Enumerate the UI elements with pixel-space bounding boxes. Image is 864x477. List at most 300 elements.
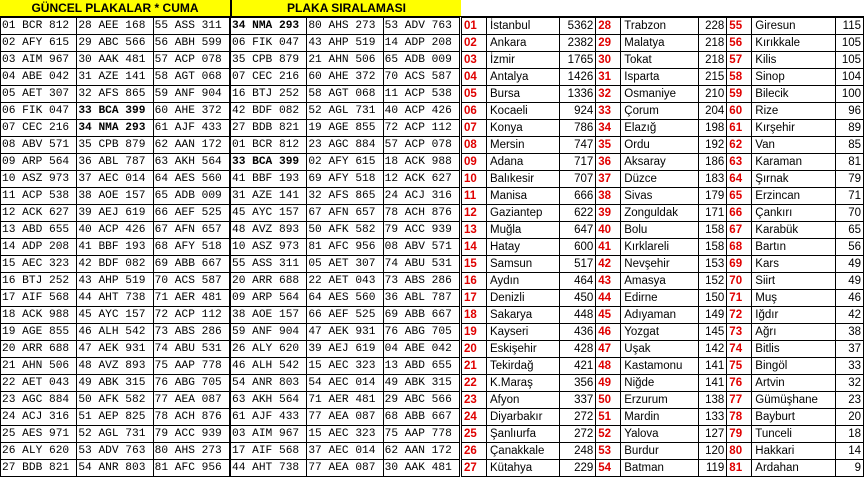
city-name: Kırıkkale: [752, 35, 836, 52]
city-name: Ağrı: [752, 324, 836, 341]
plate-code: 77: [727, 392, 752, 409]
plate-cell: 77 AEA 087: [307, 409, 383, 426]
plate-count: 49: [836, 273, 864, 290]
plate-cell: 76 ABG 705: [383, 324, 459, 341]
rank-row: [462, 137, 864, 154]
plate-code: 65: [727, 188, 752, 205]
plate-cell: 22 AET 043: [1, 375, 77, 392]
plates-table: [0, 17, 460, 477]
plate-count: 70: [836, 205, 864, 222]
plate-count: 71: [836, 188, 864, 205]
plate-code: 62: [727, 137, 752, 154]
plate-cell: 54 ANR 803: [77, 460, 153, 477]
plate-code: 08: [462, 137, 487, 154]
plate-code: 42: [596, 256, 621, 273]
plate-count: 14: [836, 443, 864, 460]
plate-code: 29: [596, 35, 621, 52]
city-name: Hakkari: [752, 443, 836, 460]
plate-code: 67: [727, 222, 752, 239]
plate-code: 76: [727, 375, 752, 392]
plate-cell: 05 AET 307: [307, 256, 383, 273]
city-name: Kırşehir: [752, 120, 836, 137]
plate-cell: 35 CPB 879: [230, 52, 307, 69]
rank-row: [462, 171, 864, 188]
plate-cell: 15 AEC 323: [1, 256, 77, 273]
plate-cell: 69 ABB 667: [153, 256, 230, 273]
plate-count: 38: [836, 324, 864, 341]
rank-row: [462, 239, 864, 256]
rank-row: [462, 222, 864, 239]
plate-cell: 06 FIK 047: [230, 35, 307, 52]
plate-cell: 63 AKH 564: [153, 154, 230, 171]
plate-count: 179: [699, 188, 727, 205]
plate-count: 65: [836, 222, 864, 239]
city-name: Elazığ: [621, 120, 699, 137]
plate-code: 34: [596, 120, 621, 137]
plate-cell: 37 AEC 014: [307, 443, 383, 460]
plate-code: 64: [727, 171, 752, 188]
city-name: Hatay: [487, 239, 560, 256]
plate-cell: 38 AOE 157: [77, 188, 153, 205]
plate-cell: 52 AGL 731: [77, 426, 153, 443]
city-name: Kütahya: [487, 460, 560, 477]
plate-code: 47: [596, 341, 621, 358]
plate-cell: 79 ACC 939: [153, 426, 230, 443]
plate-code: 50: [596, 392, 621, 409]
plate-code: 80: [727, 443, 752, 460]
plate-cell: 05 AET 307: [1, 86, 77, 103]
plate-code: 03: [462, 52, 487, 69]
plate-count: 115: [836, 18, 864, 35]
city-name: Eskişehir: [487, 341, 560, 358]
rank-row: [462, 426, 864, 443]
plate-cell: 20 ARR 688: [230, 273, 307, 290]
plate-count: 89: [836, 120, 864, 137]
plate-cell: 52 AGL 731: [307, 103, 383, 120]
plate-code: 55: [727, 18, 752, 35]
plate-cell: 35 CPB 879: [77, 137, 153, 154]
city-name: Muğla: [487, 222, 560, 239]
plate-cell: 63 AKH 564: [230, 392, 307, 409]
plate-row: [1, 35, 460, 52]
city-name: Kocaeli: [487, 103, 560, 120]
plate-count: 186: [699, 154, 727, 171]
city-name: Sinop: [752, 69, 836, 86]
city-name: Kayseri: [487, 324, 560, 341]
rank-row: [462, 69, 864, 86]
plate-cell: 46 ALH 542: [77, 324, 153, 341]
plate-cell: 31 AZE 141: [77, 69, 153, 86]
plate-cell: 47 AEK 931: [77, 341, 153, 358]
plate-count: 1336: [560, 86, 596, 103]
plate-count: 105: [836, 35, 864, 52]
plate-count: 198: [699, 120, 727, 137]
city-name: Manisa: [487, 188, 560, 205]
plate-code: 05: [462, 86, 487, 103]
plate-row: [1, 273, 460, 290]
plate-cell: 70 ACS 587: [383, 69, 459, 86]
plate-cell: 80 AHS 273: [307, 18, 383, 35]
plate-count: 356: [560, 375, 596, 392]
city-name: Kastamonu: [621, 358, 699, 375]
plate-count: 49: [836, 256, 864, 273]
plate-cell: 23 AGC 884: [307, 137, 383, 154]
plate-cell: 42 BDF 082: [230, 103, 307, 120]
plate-cell: 28 AEE 168: [77, 18, 153, 35]
plate-code: 30: [596, 52, 621, 69]
plate-cell: 51 AEP 825: [77, 409, 153, 426]
plate-count: 96: [836, 103, 864, 120]
plate-cell: 79 ACC 939: [383, 222, 459, 239]
plate-code: 48: [596, 358, 621, 375]
plate-code: 53: [596, 443, 621, 460]
plate-count: 149: [699, 307, 727, 324]
plate-count: 450: [560, 290, 596, 307]
city-name: Bitlis: [752, 341, 836, 358]
plate-cell: 12 ACK 627: [1, 205, 77, 222]
plate-row: [1, 103, 460, 120]
plate-cell: 16 BTJ 252: [1, 273, 77, 290]
plate-code: 17: [462, 290, 487, 307]
plate-cell: 65 ADB 009: [153, 188, 230, 205]
plate-cell: 07 CEC 216: [230, 69, 307, 86]
rank-row: [462, 103, 864, 120]
plate-cell: 14 ADP 208: [1, 239, 77, 256]
plate-cell: 36 ABL 787: [383, 290, 459, 307]
plate-count: 464: [560, 273, 596, 290]
plate-count: 2382: [560, 35, 596, 52]
plate-code: 51: [596, 409, 621, 426]
plate-cell: 73 ABS 286: [153, 324, 230, 341]
plate-code: 12: [462, 205, 487, 222]
city-name: Aydın: [487, 273, 560, 290]
city-name: Bilecik: [752, 86, 836, 103]
plate-row: [1, 358, 460, 375]
plate-cell: 57 ACP 078: [383, 137, 459, 154]
plate-cell: 76 ABG 705: [153, 375, 230, 392]
plate-cell: 36 ABL 787: [77, 154, 153, 171]
plate-cell: 59 ANF 904: [230, 324, 307, 341]
plate-code: 10: [462, 171, 487, 188]
plate-count: 1426: [560, 69, 596, 86]
plate-cell: 61 AJF 433: [153, 120, 230, 137]
plate-count: 133: [699, 409, 727, 426]
plate-row: [1, 18, 460, 35]
plate-cell: 47 AEK 931: [307, 324, 383, 341]
plate-cell: 09 ARP 564: [230, 290, 307, 307]
city-name: Gümüşhane: [752, 392, 836, 409]
plate-cell: 46 ALH 542: [230, 358, 307, 375]
plate-row: [1, 426, 460, 443]
plate-cell: 78 ACH 876: [153, 409, 230, 426]
plate-cell: 15 AEC 323: [307, 426, 383, 443]
plate-code: 18: [462, 307, 487, 324]
plate-count: 150: [699, 290, 727, 307]
plate-code: 73: [727, 324, 752, 341]
plate-code: 52: [596, 426, 621, 443]
plate-code: 40: [596, 222, 621, 239]
city-name: Sivas: [621, 188, 699, 205]
plate-cell: 01 BCR 812: [1, 18, 77, 35]
plate-cell: 48 AVZ 893: [230, 222, 307, 239]
city-name: Tunceli: [752, 426, 836, 443]
plate-code: 66: [727, 205, 752, 222]
plate-count: 127: [699, 426, 727, 443]
plate-count: 141: [699, 375, 727, 392]
city-name: Burdur: [621, 443, 699, 460]
city-name: Edirne: [621, 290, 699, 307]
plate-cell: 62 AAN 172: [153, 137, 230, 154]
plate-count: 18: [836, 426, 864, 443]
plate-count: 272: [560, 426, 596, 443]
plate-row: [1, 205, 460, 222]
plate-cell: 43 AHP 519: [307, 35, 383, 52]
rank-row: [462, 290, 864, 307]
plate-row: [1, 290, 460, 307]
plate-cell: 21 AHN 506: [307, 52, 383, 69]
plate-code: 44: [596, 290, 621, 307]
plate-cell: 39 AEJ 619: [307, 341, 383, 358]
plate-cell: 77 AEA 087: [307, 460, 383, 477]
plate-code: 54: [596, 460, 621, 477]
plate-cell: 43 AHP 519: [77, 273, 153, 290]
plate-code: 15: [462, 256, 487, 273]
plate-cell: 61 AJF 433: [230, 409, 307, 426]
rank-row: [462, 443, 864, 460]
plate-code: 25: [462, 426, 487, 443]
plate-code: 70: [727, 273, 752, 290]
header-plate-ranking: PLAKA SIRALAMASI: [230, 0, 461, 17]
plate-cell: 53 ADV 763: [77, 443, 153, 460]
plate-cell: 04 ABE 042: [1, 69, 77, 86]
plate-code: 01: [462, 18, 487, 35]
plate-code: 21: [462, 358, 487, 375]
city-name: Ankara: [487, 35, 560, 52]
plate-cell: 16 BTJ 252: [230, 86, 307, 103]
city-name: Çankırı: [752, 205, 836, 222]
plate-count: 647: [560, 222, 596, 239]
city-name: Kilis: [752, 52, 836, 69]
rank-row: [462, 273, 864, 290]
plate-code: 37: [596, 171, 621, 188]
plate-code: 78: [727, 409, 752, 426]
rank-row: [462, 375, 864, 392]
plate-cell: 06 FIK 047: [1, 103, 77, 120]
plate-row: [1, 460, 460, 477]
city-name: Uşak: [621, 341, 699, 358]
plate-count: 215: [699, 69, 727, 86]
plate-code: 11: [462, 188, 487, 205]
city-name: Sakarya: [487, 307, 560, 324]
city-name: Kırklareli: [621, 239, 699, 256]
plate-row: [1, 120, 460, 137]
plate-count: 622: [560, 205, 596, 222]
plate-cell: 29 ABC 566: [383, 392, 459, 409]
plate-cell: 34 NMA 293: [77, 120, 153, 137]
plate-count: 436: [560, 324, 596, 341]
plate-cell: 58 AGT 068: [307, 86, 383, 103]
plate-count: 46: [836, 290, 864, 307]
plate-code: 72: [727, 307, 752, 324]
city-name: Afyon: [487, 392, 560, 409]
plate-count: 100: [836, 86, 864, 103]
rank-row: [462, 18, 864, 35]
rank-row: [462, 409, 864, 426]
city-name: Tokat: [621, 52, 699, 69]
plate-row: [1, 375, 460, 392]
plate-code: 22: [462, 375, 487, 392]
plate-count: 153: [699, 256, 727, 273]
plate-cell: 27 BDB 821: [1, 460, 77, 477]
plate-code: 28: [596, 18, 621, 35]
plate-cell: 60 AHE 372: [307, 69, 383, 86]
city-name: Giresun: [752, 18, 836, 35]
header-blank: [461, 0, 864, 17]
plate-count: 79: [836, 171, 864, 188]
plate-cell: 60 AHE 372: [153, 103, 230, 120]
plate-cell: 65 ADB 009: [383, 52, 459, 69]
plate-count: 183: [699, 171, 727, 188]
plate-cell: 72 ACP 112: [383, 120, 459, 137]
plate-cell: 18 ACK 988: [383, 154, 459, 171]
plate-code: 23: [462, 392, 487, 409]
plate-code: 16: [462, 273, 487, 290]
plate-cell: 75 AAP 778: [383, 426, 459, 443]
plate-row: [1, 341, 460, 358]
plate-code: 04: [462, 69, 487, 86]
plate-cell: 59 ANF 904: [153, 86, 230, 103]
plate-row: [1, 222, 460, 239]
plate-count: 421: [560, 358, 596, 375]
plate-cell: 04 ABE 042: [383, 341, 459, 358]
plate-cell: 10 ASZ 973: [1, 171, 77, 188]
city-name: Adıyaman: [621, 307, 699, 324]
plate-cell: 45 AYC 157: [77, 307, 153, 324]
city-name: Erzurum: [621, 392, 699, 409]
plate-cell: 12 ACK 627: [383, 171, 459, 188]
rank-row: [462, 324, 864, 341]
plate-cell: 78 ACH 876: [383, 205, 459, 222]
plate-cell: 68 AFY 518: [153, 239, 230, 256]
plate-count: 37: [836, 341, 864, 358]
plate-cell: 22 AET 043: [307, 273, 383, 290]
city-name: Iğdır: [752, 307, 836, 324]
plate-cell: 31 AZE 141: [230, 188, 307, 205]
plate-cell: 49 ABK 315: [383, 375, 459, 392]
plate-code: 41: [596, 239, 621, 256]
plate-count: 218: [699, 52, 727, 69]
plate-cell: 24 ACJ 316: [383, 188, 459, 205]
city-name: Malatya: [621, 35, 699, 52]
plate-cell: 27 BDB 821: [230, 120, 307, 137]
plate-row: [1, 324, 460, 341]
plate-count: 120: [699, 443, 727, 460]
plate-count: 248: [560, 443, 596, 460]
rank-row: [462, 392, 864, 409]
city-name: Yozgat: [621, 324, 699, 341]
plate-cell: 32 AFS 865: [307, 188, 383, 205]
plate-cell: 75 AAP 778: [153, 358, 230, 375]
plate-row: [1, 171, 460, 188]
city-name: Şanlıurfa: [487, 426, 560, 443]
plate-code: 35: [596, 137, 621, 154]
plate-cell: 07 CEC 216: [1, 120, 77, 137]
plate-count: 9: [836, 460, 864, 477]
plate-cell: 03 AIM 967: [230, 426, 307, 443]
plate-cell: 26 ALY 620: [1, 443, 77, 460]
plate-count: 23: [836, 392, 864, 409]
city-name: Ordu: [621, 137, 699, 154]
plate-code: 61: [727, 120, 752, 137]
rank-row: [462, 154, 864, 171]
plate-code: 68: [727, 239, 752, 256]
plate-code: 43: [596, 273, 621, 290]
city-name: Kars: [752, 256, 836, 273]
header-current-plates: GÜNCEL PLAKALAR * CUMA: [0, 0, 230, 17]
plate-cell: 54 ANR 803: [230, 375, 307, 392]
plate-cell: 33 BCA 399: [77, 103, 153, 120]
plate-code: 33: [596, 103, 621, 120]
plate-count: 218: [699, 35, 727, 52]
plate-code: 32: [596, 86, 621, 103]
plate-code: 75: [727, 358, 752, 375]
plate-cell: 64 AES 560: [307, 290, 383, 307]
plate-count: 142: [699, 341, 727, 358]
plate-cell: 69 ABB 667: [383, 307, 459, 324]
rank-row: [462, 341, 864, 358]
plate-code: 63: [727, 154, 752, 171]
plate-row: [1, 392, 460, 409]
plate-code: 59: [727, 86, 752, 103]
ranking-table: [461, 17, 864, 477]
city-name: Bayburt: [752, 409, 836, 426]
plate-code: 38: [596, 188, 621, 205]
plate-cell: 01 BCR 812: [230, 137, 307, 154]
plate-cell: 15 AEC 323: [307, 358, 383, 375]
plate-cell: 03 AIM 967: [1, 52, 77, 69]
plate-cell: 29 ABC 566: [77, 35, 153, 52]
plate-count: 138: [699, 392, 727, 409]
plate-cell: 02 AFY 615: [307, 154, 383, 171]
plate-code: 49: [596, 375, 621, 392]
plate-count: 104: [836, 69, 864, 86]
plate-cell: 20 ARR 688: [1, 341, 77, 358]
plate-cell: 19 AGE 855: [307, 120, 383, 137]
plate-cell: 57 ACP 078: [153, 52, 230, 69]
plate-cell: 30 AAK 481: [77, 52, 153, 69]
rank-row: [462, 35, 864, 52]
plate-cell: 50 AFK 582: [307, 222, 383, 239]
city-name: Çorum: [621, 103, 699, 120]
plate-cell: 58 AGT 068: [153, 69, 230, 86]
city-name: K.Maraş: [487, 375, 560, 392]
plate-code: 46: [596, 324, 621, 341]
plate-cell: 18 ACK 988: [1, 307, 77, 324]
plate-code: 74: [727, 341, 752, 358]
city-name: Şırnak: [752, 171, 836, 188]
plate-count: 119: [699, 460, 727, 477]
plate-cell: 33 BCA 399: [230, 154, 307, 171]
plate-cell: 66 AEF 525: [307, 307, 383, 324]
plate-cell: 14 ADP 208: [383, 35, 459, 52]
city-name: Balıkesir: [487, 171, 560, 188]
plate-count: 105: [836, 52, 864, 69]
city-name: Niğde: [621, 375, 699, 392]
plate-cell: 68 ABB 667: [383, 409, 459, 426]
plate-cell: 11 ACP 538: [383, 86, 459, 103]
city-name: İzmir: [487, 52, 560, 69]
plate-cell: 55 ASS 311: [153, 18, 230, 35]
